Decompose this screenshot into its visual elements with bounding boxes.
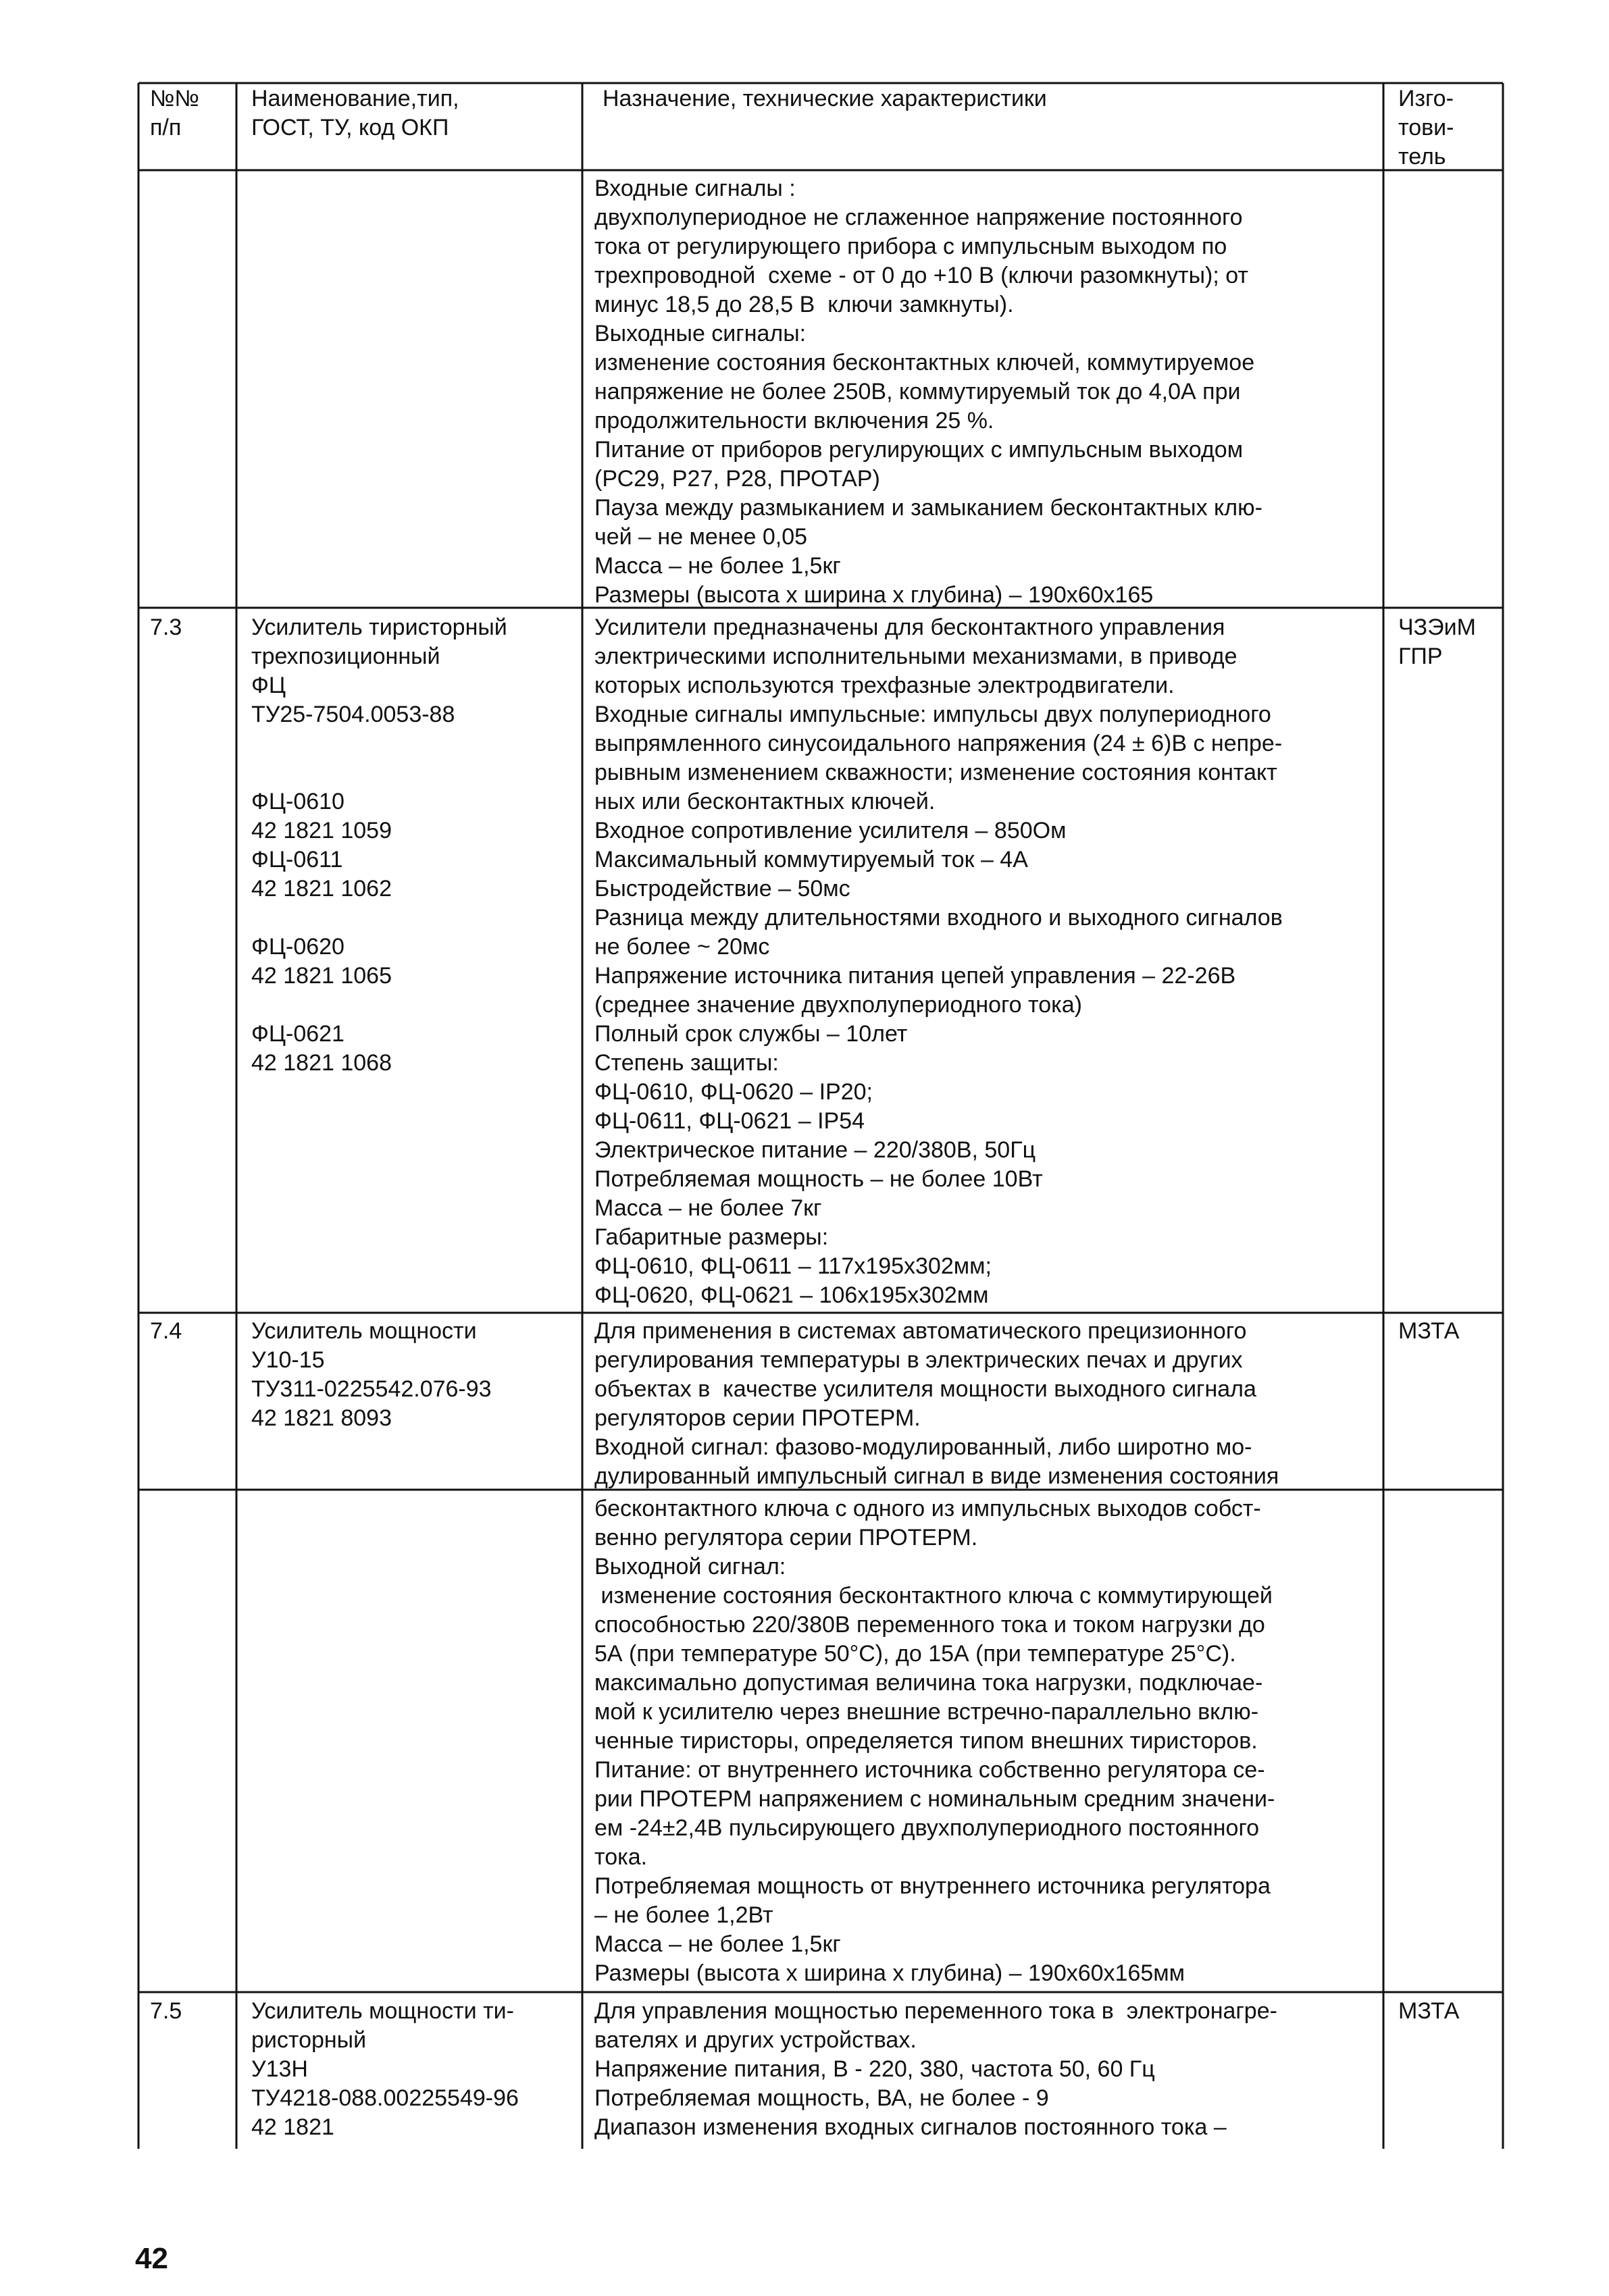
row-name: Усилитель мощности У10-15 ТУ311-0225542.076-93 42 1821 8093 (251, 1318, 492, 1431)
row-manufacturer: МЗТА (1398, 1998, 1460, 2024)
row-manufacturer: МЗТА (1398, 1318, 1460, 1344)
row-purpose: Для применения в системах автоматического прецизионного регулирования температуры в электрических печах и других объектах в качестве усилителя мощности выходного сигнала регуляторов серии ПРОТЕРМ. Входной сигнал: фазово-модулированный, либо широтно мо- дулированный импульсный сигнал в виде изменения состояния (594, 1318, 1279, 1489)
page-number: 42 (135, 2242, 168, 2275)
row-purpose: Входные сигналы : двухполупериодное не сглаженное напряжение постоянного тока от регулирующего прибора с импульсным выходом по трехпроводной схеме - от 0 до +10 В (ключи разомкнуты); от минус 18,5 до 28,5 В ключи замкнуты). Выходные сигналы: изменение состояния бесконтактных ключей, коммутируемое напряжение не более 250В, коммутируемый ток до 4,0А при продолжительности включения 25 %. Питание от приборов регулирующих с импульсным выходом (РС29, Р27, Р28, ПРОТАР) Пауза между размыканием и замыканием бесконтактных клю- чей – не менее 0,05 Масса – не более 1,5кг Размеры (высота х ширина х глубина) – 190х60х165 (594, 176, 1262, 608)
row-number: 7.3 (150, 615, 182, 640)
row-purpose: бесконтактного ключа с одного из импульсных выходов собст- венно регулятора серии ПРОТЕРМ. Выходной сигнал: изменение состояния бесконтактного ключа с коммутирующей способностью 220/380В переменного тока и током нагрузки до 5А (при температуре 50°С), до 15А (при температуре 25°С). максимально допустимая величина тока нагрузки, подключае- мой к усилителю через внешние встречно-параллельно вклю- ченные тиристоры, определяется типом внешних тиристоров. Питание: от внутреннего источника собственно регулятора се- рии ПРОТЕРМ напряжением с номинальным средним значени- ем -24±2,4В пульсирующего двухполупериодного постоянного тока. Потребляемая мощность от внутреннего источника регулятора – не более 1,2Вт Масса – не более 1,5кг Размеры (высота х ширина х глубина) – 190х60х165мм (594, 1496, 1275, 1986)
row-name: Усилитель мощности ти- ристорный У13Н ТУ4218-088.00225549-96 42 1821 (251, 1998, 519, 2140)
row-manufacturer: ЧЗЭиМ ГПР (1398, 615, 1476, 669)
header-manufacturer: Изго- тови- тель (1398, 86, 1454, 169)
header-number: №№ п/п (150, 86, 199, 140)
header-purpose: Назначение, технические характеристики (603, 86, 1047, 111)
row-number: 7.5 (150, 1998, 182, 2024)
row-purpose: Для управления мощностью переменного тока в электронагре- вателях и других устройствах. Напряжение питания, В - 220, 380, частота 50, 60 Гц Потребляемая мощность, ВА, не более - 9 Диапазон изменения входных сигналов постоянного тока – (594, 1998, 1277, 2140)
header-name: Наименование,тип, ГОСТ, ТУ, код ОКП (251, 86, 459, 140)
row-name: Усилитель тиристорный трехпозиционный ФЦ ТУ25-7504.0053-88 ФЦ-0610 42 1821 1059 ФЦ-0611 42 1821 1062 ФЦ-0620 42 1821 1065 ФЦ-0621 42 1821 1068 (251, 615, 507, 1076)
row-purpose: Усилители предназначены для бесконтактного управления электрическими исполнительными механизмами, в приводе которых используются трехфазные электродвигатели. Входные сигналы импульсные: импульсы двух полупериодного выпрямленного синусоидального напряжения (24 ± 6)В с непре- рывным изменением скважности; изменение состояния контакт ных или бесконтактных ключей. Входное сопротивление усилителя – 850Ом Максимальный коммутируемый ток – 4А Быстродействие – 50мс Разница между длительностями входного и выходного сигналов не более ~ 20мс Напряжение источника питания цепей управления – 22-26В (среднее значение двухполупериодного тока) Полный срок службы – 10лет Степень защиты: ФЦ-0610, ФЦ-0620 – IP20; ФЦ-0611, ФЦ-0621 – IP54 Электрическое питание – 220/380В, 50Гц Потребляемая мощность – не более 10Вт Масса – не более 7кг Габаритные размеры: ФЦ-0610, ФЦ-0611 – 117х195х302мм; ФЦ-0620, ФЦ-0621 – 106х195х302мм (594, 615, 1283, 1308)
row-number: 7.4 (150, 1318, 182, 1344)
